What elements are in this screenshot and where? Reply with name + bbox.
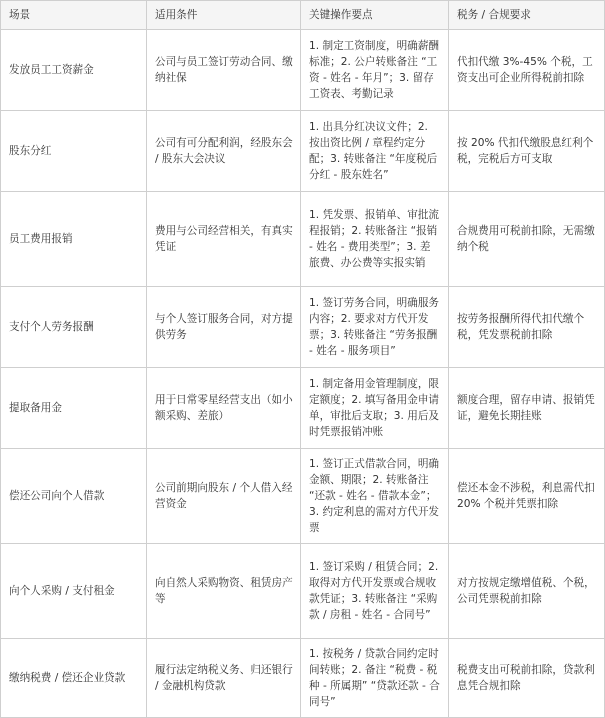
cell-condition: 公司前期向股东 / 个人借入经营资金 [147, 449, 301, 544]
cell-condition: 与个人签订服务合同，对方提供劳务 [147, 287, 301, 368]
cell-operation: 1. 制定工资制度，明确薪酬标准；2. 公户转账备注 “工资 - 姓名 - 年月”；3. 留存工资表、考勤记录 [301, 30, 449, 111]
cell-condition: 用于日常零星经营支出（如小额采购、差旅） [147, 368, 301, 449]
cell-condition: 向自然人采购物资、租赁房产等 [147, 544, 301, 639]
cell-operation: 1. 签订劳务合同，明确服务内容；2. 要求对方代开发票；3. 转账备注 “劳务报酬 - 姓名 - 服务项目” [301, 287, 449, 368]
cell-scene: 向个人采购 / 支付租金 [1, 544, 147, 639]
header-tax: 税务 / 合规要求 [449, 1, 605, 30]
cell-tax: 代扣代缴 3%-45% 个税，工资支出可企业所得税前扣除 [449, 30, 605, 111]
cell-operation: 1. 凭发票、报销单、审批流程报销；2. 转账备注 “报销 - 姓名 - 费用类型”；3. 差旅费、办公费等实报实销 [301, 192, 449, 287]
table-body [1, 30, 605, 718]
cell-condition: 公司有可分配利润，经股东会 / 股东大会决议 [147, 111, 301, 192]
table-row [1, 639, 605, 718]
cell-operation: 1. 签订正式借款合同，明确金额、期限；2. 转账备注 “还款 - 姓名 - 借款本金”；3. 约定利息的需对方代开发票 [301, 449, 449, 544]
header-condition: 适用条件 [147, 1, 301, 30]
table-row [1, 111, 605, 192]
table-row [1, 30, 605, 111]
cell-tax: 按 20% 代扣代缴股息红利个税，完税后方可支取 [449, 111, 605, 192]
cell-condition: 公司与员工签订劳动合同、缴纳社保 [147, 30, 301, 111]
header-operation: 关键操作要点 [301, 1, 449, 30]
cell-tax: 按劳务报酬所得代扣代缴个税，凭发票税前扣除 [449, 287, 605, 368]
cell-condition: 履行法定纳税义务、归还银行 / 金融机构贷款 [147, 639, 301, 718]
cell-tax: 额度合理，留存申请、报销凭证，避免长期挂账 [449, 368, 605, 449]
cell-tax: 对方按规定缴增值税、个税，公司凭票税前扣除 [449, 544, 605, 639]
cell-operation: 1. 签订采购 / 租赁合同；2. 取得对方代开发票或合规收款凭证；3. 转账备注 “采购款 / 房租 - 姓名 - 合同号” [301, 544, 449, 639]
cell-condition: 费用与公司经营相关，有真实凭证 [147, 192, 301, 287]
table-row [1, 544, 605, 639]
cell-scene: 偿还公司向个人借款 [1, 449, 147, 544]
cell-operation: 1. 出具分红决议文件；2. 按出资比例 / 章程约定分配；3. 转账备注 “年度税后分红 - 股东姓名” [301, 111, 449, 192]
cell-scene: 员工费用报销 [1, 192, 147, 287]
table-row [1, 287, 605, 368]
cell-operation: 1. 按税务 / 贷款合同约定时间转账；2. 备注 “税费 - 税种 - 所属期” “贷款还款 - 合同号” [301, 639, 449, 718]
cell-scene: 缴纳税费 / 偿还企业贷款 [1, 639, 147, 718]
cell-tax: 偿还本金不涉税，利息需代扣 20% 个税并凭票扣除 [449, 449, 605, 544]
table-row [1, 368, 605, 449]
cell-scene: 股东分红 [1, 111, 147, 192]
cell-scene: 提取备用金 [1, 368, 147, 449]
header-row [1, 1, 605, 30]
table-row [1, 192, 605, 287]
cell-tax: 税费支出可税前扣除，贷款利息凭合规扣除 [449, 639, 605, 718]
cell-scene: 支付个人劳务报酬 [1, 287, 147, 368]
header-scene: 场景 [1, 1, 147, 30]
cell-operation: 1. 制定备用金管理制度，限定额度；2. 填写备用金申请单，审批后支取；3. 用后及时凭票报销冲账 [301, 368, 449, 449]
cell-scene: 发放员工工资薪金 [1, 30, 147, 111]
table-row [1, 449, 605, 544]
table-header [1, 1, 605, 30]
cell-tax: 合规费用可税前扣除，无需缴纳个税 [449, 192, 605, 287]
